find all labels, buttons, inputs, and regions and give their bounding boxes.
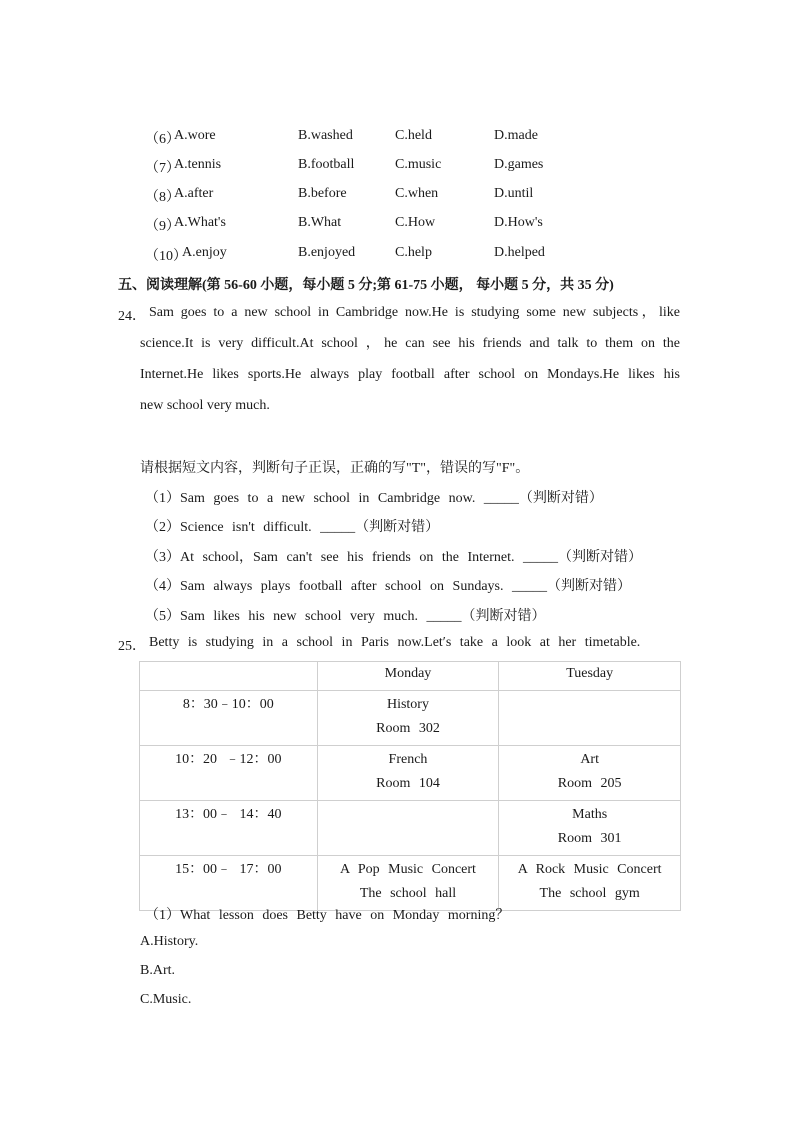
room: Room 205 (557, 776, 622, 791)
time-text: 8：30﹣10：00 (182, 697, 274, 712)
option-d: D.made (494, 128, 538, 143)
option-c: C.How (395, 215, 436, 230)
tuesday-cell (499, 801, 681, 856)
option-d: D.helped (494, 245, 545, 260)
true-false-item: （4）Sam always plays football after school on Sundays. _____（判断对错） (145, 579, 632, 594)
timetable-header-row (140, 662, 681, 691)
time-cell (140, 801, 318, 856)
venue: The school hall (359, 886, 457, 901)
option-b: B.enjoyed (298, 245, 356, 260)
monday-cell (317, 801, 499, 856)
option-c: C.when (395, 186, 439, 201)
room: Room 302 (376, 721, 440, 736)
option-b: B.football (298, 157, 355, 172)
time-cell (140, 746, 318, 801)
passage-line: new school very much. (140, 398, 270, 413)
option-a: A.What's (174, 215, 226, 230)
question-text: （1）What lesson does Betty have on Monday morning？ (145, 908, 510, 923)
question-number: 25． (118, 639, 146, 654)
option-a: A.after (174, 186, 214, 201)
header-cell: Monday (317, 662, 499, 691)
passage-line: Internet.He likes sports.He always play football after school on Mondays.He likes his (140, 367, 680, 382)
option-c: C.music (395, 157, 442, 172)
time-text: 15：00﹣ 17：00 (175, 862, 282, 877)
choice: B.Art. (140, 963, 175, 978)
option-b: B.before (298, 186, 347, 201)
timetable (139, 661, 681, 911)
option-a: A.tennis (174, 157, 222, 172)
option-a: A.wore (174, 128, 216, 143)
option-number: （8） (145, 190, 180, 205)
true-false-item: （2）Science isn't difficult. _____（判断对错） (145, 520, 440, 535)
venue: The school gym (539, 886, 640, 901)
tuesday-cell (499, 691, 681, 746)
option-b: B.washed (298, 128, 353, 143)
time-text: 10：20 ﹣12：00 (175, 752, 282, 767)
timetable-row (140, 801, 681, 856)
time-text: 13：00﹣ 14：40 (175, 807, 282, 822)
section-heading: 五、阅读理解(第 56-60 小题，每小题 5 分;第 61-75 小题， 每小题 5 分，共 35 分) (118, 278, 614, 293)
monday-cell (317, 746, 499, 801)
option-c: C.help (395, 245, 432, 260)
option-d: D.until (494, 186, 534, 201)
question-intro: Betty is studying in a school in Paris now.Let′s take a look at her timetable. (149, 635, 641, 650)
event: A Pop Music Concert (340, 862, 476, 877)
option-row (0, 157, 800, 177)
option-row (0, 186, 800, 206)
tuesday-cell (499, 746, 681, 801)
monday-cell (317, 856, 499, 911)
monday-cell (317, 691, 499, 746)
option-number: （9） (145, 219, 180, 234)
choice: A.History. (140, 934, 199, 949)
option-number: （7） (145, 161, 180, 176)
instruction: 请根据短文内容，判断句子正误，正确的写"T"，错误的写"F"。 (140, 461, 530, 476)
true-false-item: （5）Sam likes his new school very much. _____（判断对错） (145, 609, 546, 624)
option-d: D.How's (494, 215, 543, 230)
room: Room 104 (376, 776, 440, 791)
option-number: （6） (145, 132, 180, 147)
passage-line: science.It is very difficult.At school ，he can see his friends and talk to them on the (140, 336, 680, 351)
option-row (0, 128, 800, 148)
timetable-row (140, 691, 681, 746)
reading-passage (118, 297, 680, 421)
room: Room 301 (557, 831, 622, 846)
event: A Rock Music Concert (517, 862, 662, 877)
true-false-item: （1）Sam goes to a new school in Cambridge now. _____（判断对错） (145, 491, 603, 506)
header-cell: Tuesday (499, 662, 681, 691)
lesson: History (386, 697, 429, 712)
timetable-row (140, 746, 681, 801)
option-a: A.enjoy (182, 245, 227, 260)
true-false-item: （3）At school，Sam can't see his friends on the Internet. _____（判断对错） (145, 550, 643, 565)
header-cell (140, 662, 318, 691)
lesson: Maths (572, 807, 608, 822)
passage-line: Sam goes to a new school in Cambridge now.He is studying some new subjects，like (149, 305, 680, 320)
option-b: B.What (298, 215, 342, 230)
option-c: C.held (395, 128, 432, 143)
time-cell (140, 856, 318, 911)
option-number: （10） (145, 249, 187, 264)
choice: C.Music. (140, 992, 192, 1007)
time-cell (140, 691, 318, 746)
lesson: French (388, 752, 428, 767)
timetable-row (140, 856, 681, 911)
question-number: 24． (118, 309, 146, 324)
lesson: Art (580, 752, 599, 767)
option-d: D.games (494, 157, 544, 172)
option-row (0, 245, 800, 265)
tuesday-cell (499, 856, 681, 911)
option-row (0, 215, 800, 235)
